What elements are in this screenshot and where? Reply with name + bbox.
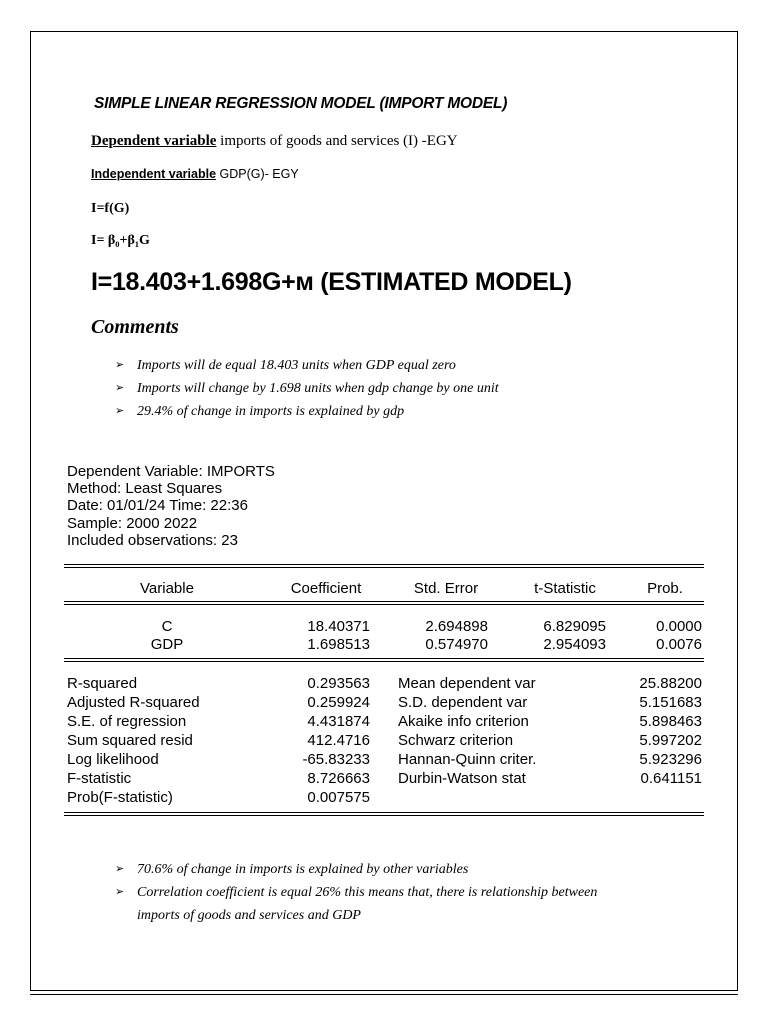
coefficients-rule	[64, 658, 704, 662]
function-equation: I=f(G)	[91, 201, 130, 216]
list-item: ➢ Correlation coefficient is equal 26% this means that, there is relationship between	[115, 881, 597, 904]
col-header-prob: Prob.	[647, 580, 683, 597]
list-item: imports of goods and services and GDP	[137, 908, 361, 923]
header-line: Dependent Variable: IMPORTS	[67, 463, 275, 480]
col-header-variable: Variable	[140, 580, 194, 597]
stat-label: Mean dependent var	[398, 675, 536, 692]
table-top-rule	[64, 564, 704, 568]
stat-value: 25.88200	[639, 675, 702, 692]
table-bottom-rule	[64, 812, 704, 816]
stat-label: R-squared	[67, 675, 138, 692]
stat-value: 412.4716	[307, 732, 370, 749]
arrow-bullet-icon: ➢	[115, 359, 125, 371]
stat-value: 5.151683	[639, 694, 702, 711]
stat-label: Prob(F-statistic)	[67, 789, 173, 806]
stat-label: Adjusted R-squared	[67, 694, 200, 711]
stat-value: 0.259924	[307, 694, 370, 711]
document-title: SIMPLE LINEAR REGRESSION MODEL (IMPORT MODEL)	[94, 95, 508, 112]
stat-label: Hannan-Quinn criter.	[398, 751, 537, 768]
dependent-variable-text: imports of goods and services (I) -EGY	[216, 133, 458, 149]
header-line: Included observations: 23	[67, 531, 238, 549]
stat-label: S.D. dependent var	[398, 694, 528, 711]
col-header-coefficient: Coefficient	[290, 580, 362, 597]
stat-value: 5.923296	[639, 751, 702, 768]
list-item: ➢ 29.4% of change in imports is explained by gdp	[115, 400, 499, 423]
header-line: Sample: 2000 2022	[67, 514, 198, 532]
col-header-std-error: Std. Error	[413, 580, 479, 597]
dependent-variable-label: Dependent variable	[91, 133, 217, 149]
dependent-variable-line	[91, 133, 458, 150]
stat-value: 8.726663	[307, 770, 370, 787]
estimated-model: I=18.403+1.698G+ᴍ (ESTIMATED MODEL)	[91, 268, 572, 296]
stat-value: 5.997202	[639, 732, 702, 749]
stat-label: Log likelihood	[67, 751, 159, 768]
conclusions-list	[115, 858, 597, 927]
stat-value: 4.431874	[307, 713, 370, 730]
list-item: ➢ Imports will de equal 18.403 units when GDP equal zero	[115, 354, 499, 377]
stat-label: S.E. of regression	[67, 713, 187, 730]
arrow-bullet-icon: ➢	[115, 886, 125, 898]
header-line: Date: 01/01/24 Time: 22:36	[67, 497, 248, 515]
stat-value: 0.293563	[307, 675, 370, 692]
independent-variable-text: GDP(G)- EGY	[216, 167, 299, 181]
comments-heading: Comments	[91, 316, 179, 338]
stat-label: Schwarz criterion	[398, 732, 514, 749]
stat-label: Durbin-Watson stat	[398, 770, 526, 787]
stat-label: F-statistic	[67, 770, 132, 787]
stat-value: 5.898463	[639, 713, 702, 730]
list-item: ➢ Imports will change by 1.698 units when gdp change by one unit	[115, 377, 499, 400]
stat-value: 0.007575	[307, 789, 370, 806]
arrow-bullet-icon: ➢	[115, 382, 125, 394]
independent-variable-line	[91, 167, 299, 181]
header-line: Method: Least Squares	[67, 480, 223, 498]
general-equation: I= β₀+β₁G	[91, 233, 150, 248]
stat-value: -65.83233	[302, 751, 370, 768]
independent-variable-label: Independent variable	[91, 167, 217, 181]
stat-value: 0.641151	[640, 770, 702, 787]
col-header-t-statistic: t-Statistic	[534, 580, 596, 597]
list-item: ➢ 70.6% of change in imports is explained by other variables	[115, 858, 597, 881]
comments-list	[115, 354, 499, 423]
arrow-bullet-icon: ➢	[115, 405, 125, 417]
header-rule	[64, 601, 704, 605]
regression-output-header	[67, 463, 275, 549]
stat-label: Sum squared resid	[67, 732, 193, 749]
stat-label: Akaike info criterion	[398, 713, 529, 730]
arrow-bullet-icon: ➢	[115, 863, 125, 875]
